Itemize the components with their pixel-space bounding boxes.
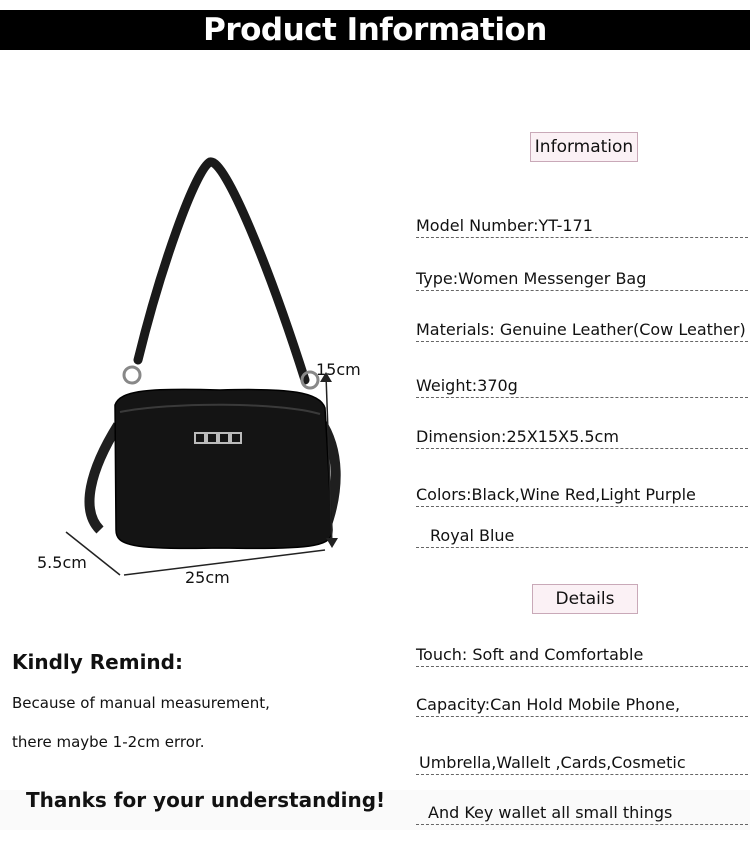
details-row-capacity xyxy=(416,695,748,717)
info-row-colors xyxy=(416,485,748,507)
info-row-weight xyxy=(416,376,748,398)
capacity-label: Capacity: xyxy=(416,695,491,714)
dimension-value: 25X15X5.5cm xyxy=(506,427,619,446)
model-value: YT-171 xyxy=(538,216,593,235)
header-bar xyxy=(0,10,750,50)
touch-value: Soft and Comfortable xyxy=(467,645,644,664)
dimension-label: Dimension: xyxy=(416,427,507,446)
colors-label: Colors: xyxy=(416,485,472,504)
remind-line-2: there maybe 1-2cm error. xyxy=(12,733,205,751)
weight-label: Weight: xyxy=(416,376,478,395)
details-row-capacity-2 xyxy=(416,753,748,775)
bag-body xyxy=(115,389,332,548)
depth-label: 5.5cm xyxy=(37,553,87,572)
shoulder-strap xyxy=(138,162,305,380)
remind-line-1: Because of manual measurement, xyxy=(12,694,270,712)
height-label: 15cm xyxy=(316,360,361,379)
colors-value: Black,Wine Red,Light Purple xyxy=(471,485,696,504)
width-label: 25cm xyxy=(185,568,230,587)
details-row-touch xyxy=(416,645,748,667)
information-heading: Information xyxy=(530,132,638,162)
type-value: Women Messenger Bag xyxy=(458,269,647,288)
details-heading: Details xyxy=(532,584,638,614)
details-row-capacity-3 xyxy=(416,803,748,825)
materials-label: Materials: xyxy=(416,320,495,339)
left-ring xyxy=(124,367,140,383)
touch-label: Touch: xyxy=(416,645,468,664)
info-row-materials xyxy=(416,320,748,342)
info-row-dimension xyxy=(416,427,748,449)
info-row-colors-extra xyxy=(416,526,748,548)
info-row-model xyxy=(416,216,748,238)
capacity-line3: And Key wallet all small things xyxy=(428,803,673,822)
remind-title: Kindly Remind: xyxy=(12,650,183,674)
crossbody-strap xyxy=(90,425,118,530)
page-title: Product Information xyxy=(203,12,547,48)
weight-value: 370g xyxy=(477,376,518,395)
model-label: Model Number: xyxy=(416,216,539,235)
colors-extra-value: Royal Blue xyxy=(430,526,515,545)
type-label: Type: xyxy=(416,269,459,288)
capacity-value: Can Hold Mobile Phone, xyxy=(490,695,681,714)
capacity-line2: Umbrella,Wallelt ,Cards,Cosmetic xyxy=(419,753,686,772)
materials-value: Genuine Leather(Cow Leather) xyxy=(494,320,746,339)
thanks-text: Thanks for your understanding! xyxy=(26,788,386,812)
info-row-type xyxy=(416,269,748,291)
